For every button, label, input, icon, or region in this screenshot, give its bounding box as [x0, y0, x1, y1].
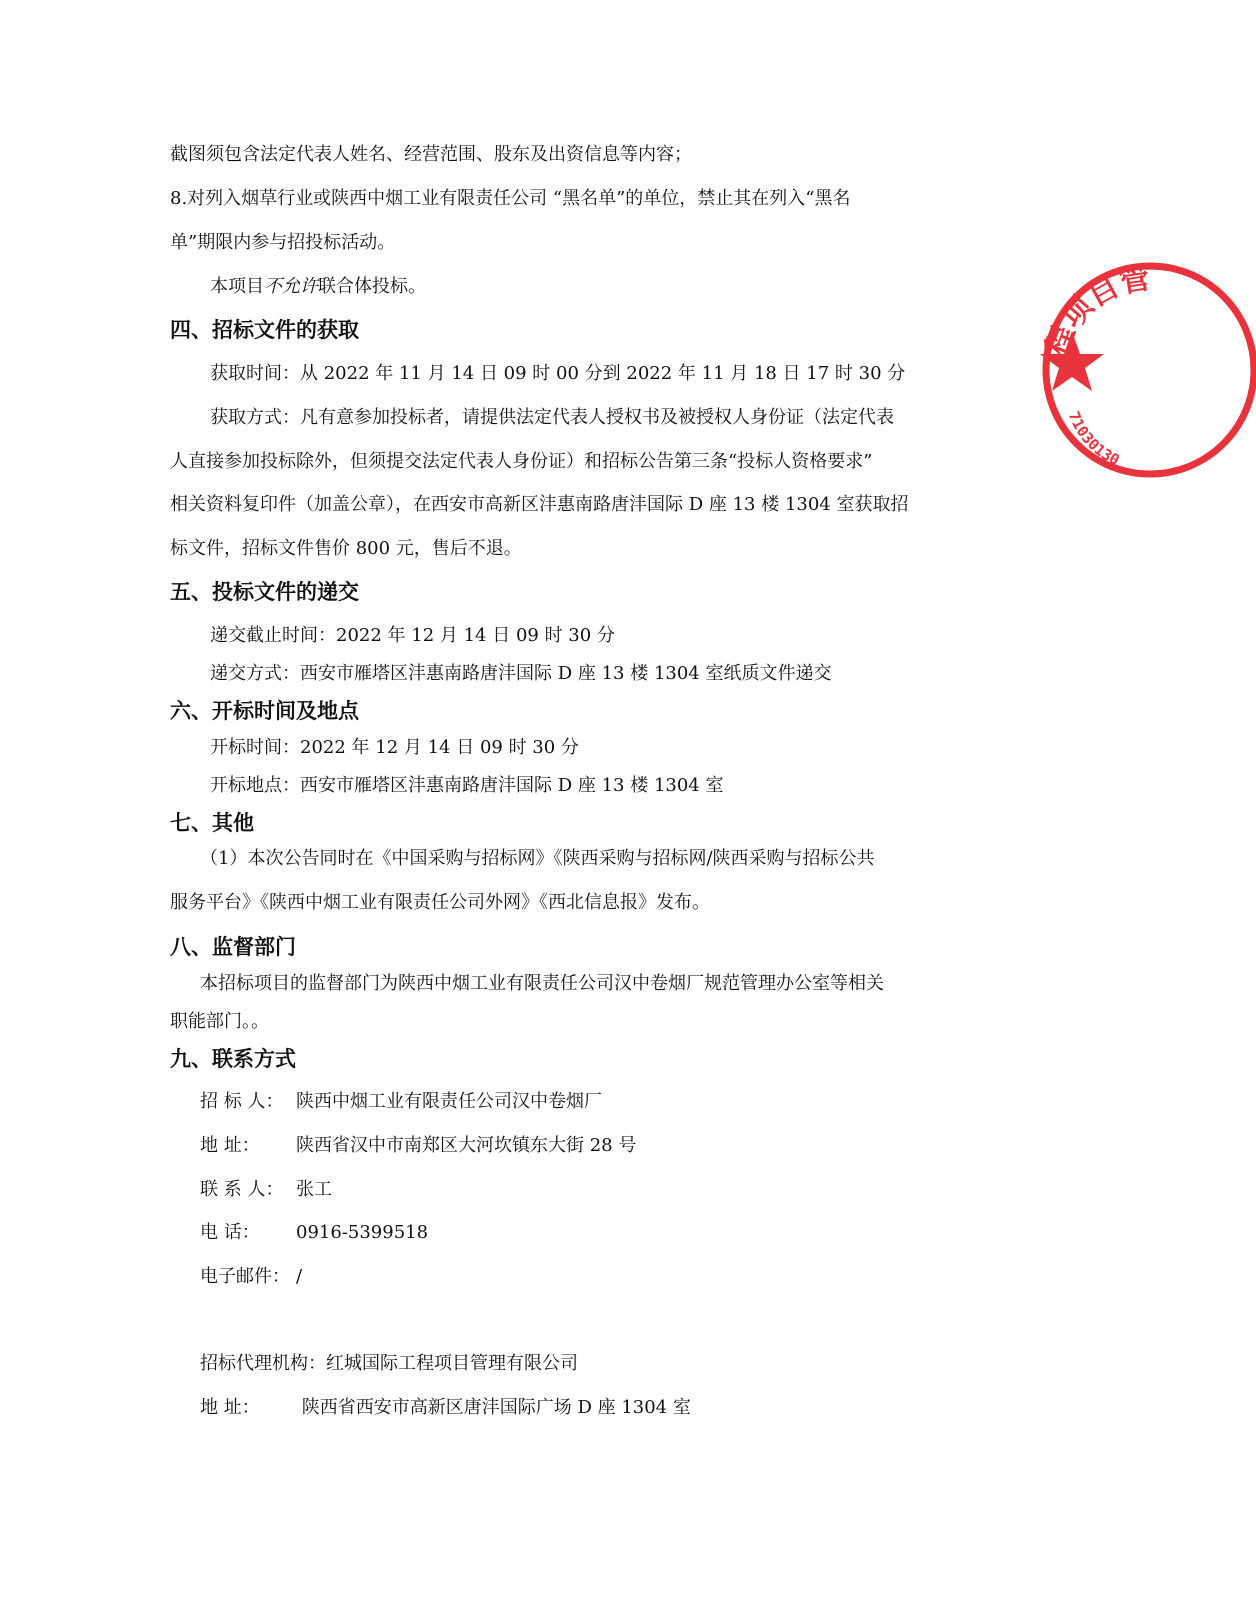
acquire-method-line-1: 获取方式：凡有意参加投标者，请提供法定代表人授权书及被授权人身份证（法定代表	[210, 407, 894, 428]
company-seal	[1036, 255, 1153, 485]
paragraph-intro: 截图须包含法定代表人姓名、经营范围、股东及出资信息等内容；	[170, 144, 692, 165]
supervision-line-2: 职能部门。。	[170, 1011, 269, 1032]
contact-phone	[200, 1220, 959, 1246]
contact-tenderer	[200, 1089, 959, 1115]
section-8-heading: 八、监督部门	[170, 935, 296, 959]
section-7-heading: 七、其他	[170, 811, 254, 835]
contact-person	[200, 1177, 959, 1203]
opening-time: 开标时间：2022 年 12 月 14 日 09 时 30 分	[210, 737, 579, 758]
tenderer-label: 招 标 人：	[200, 1091, 284, 1112]
consortium-pre: 本项目	[210, 276, 264, 297]
paragraph-8-line-1: 8.对列入烟草行业或陕西中烟工业有限责任公司 “黑名单”的单位，禁止其在列入“黑名	[170, 188, 851, 209]
contact-email	[200, 1264, 959, 1290]
section-5-heading: 五、投标文件的递交	[170, 580, 359, 604]
section-9-heading: 九、联系方式	[170, 1047, 296, 1071]
agency-address-label: 地 址：	[200, 1397, 260, 1418]
other-line-1: （1）本次公告同时在《中国采购与招标网》《陕西采购与招标网/陕西采购与招标公共	[200, 848, 875, 869]
supervision-line-1: 本招标项目的监督部门为陕西中烟工业有限责任公司汉中卷烟厂规范管理办公室等相关	[200, 973, 884, 994]
agency-address-value: 陕西省西安市高新区唐沣国际广场 D 座 1304 室	[296, 1397, 691, 1418]
address-label: 地 址：	[200, 1135, 260, 1156]
seal-top-text: 程项目管	[1039, 261, 1153, 362]
acquire-time: 获取时间：从 2022 年 11 月 14 日 09 时 00 分到 2022 年 11 月 18 日 17 时 30 分	[210, 363, 906, 384]
agency-address	[200, 1395, 959, 1421]
seal-bottom-text: 71030130	[1064, 408, 1123, 470]
consortium-post: 联合体投标。	[318, 276, 426, 297]
agency-value: 红城国际工程项目管理有限公司	[326, 1353, 578, 1374]
agency-label: 招标代理机构：	[200, 1353, 326, 1374]
other-line-2: 服务平台》《陕西中烟工业有限责任公司外网》《西北信息报》发布。	[170, 892, 710, 913]
address-value: 陕西省汉中市南郑区大河坎镇东大街 28 号	[296, 1135, 637, 1156]
paragraph-8-line-2: 单”期限内参与招投标活动。	[170, 232, 396, 253]
tenderer-value: 陕西中烟工业有限责任公司汉中卷烟厂	[296, 1091, 602, 1112]
acquire-method-line-4: 标文件，招标文件售价 800 元，售后不退。	[170, 538, 522, 559]
seal-graphic	[1036, 255, 1256, 485]
contact-value: 张工	[296, 1179, 332, 1200]
agency-name	[200, 1351, 959, 1377]
phone-label: 电 话：	[200, 1222, 260, 1243]
phone-value: 0916-5399518	[296, 1222, 429, 1243]
consortium-paragraph	[210, 274, 959, 300]
contact-label: 联 系 人：	[200, 1179, 284, 1200]
email-label: 电子邮件：	[200, 1266, 290, 1287]
submit-method: 递交方式：西安市雁塔区沣惠南路唐沣国际 D 座 13 楼 1304 室纸质文件递交	[210, 663, 832, 684]
consortium-emphasis: 不允许	[264, 276, 318, 297]
contact-address	[200, 1133, 959, 1159]
section-6-heading: 六、开标时间及地点	[170, 699, 359, 723]
section-4-heading: 四、招标文件的获取	[170, 318, 359, 342]
acquire-method-line-2: 人直接参加投标除外，但须提交法定代表人身份证）和招标公告第三条“投标人资格要求”	[170, 451, 873, 472]
email-value: /	[296, 1266, 303, 1287]
acquire-method-line-3: 相关资料复印件（加盖公章），在西安市高新区沣惠南路唐沣国际 D 座 13 楼 1304 室获取招	[170, 494, 909, 515]
submit-deadline: 递交截止时间：2022 年 12 月 14 日 09 时 30 分	[210, 625, 615, 646]
opening-place: 开标地点：西安市雁塔区沣惠南路唐沣国际 D 座 13 楼 1304 室	[210, 775, 724, 796]
